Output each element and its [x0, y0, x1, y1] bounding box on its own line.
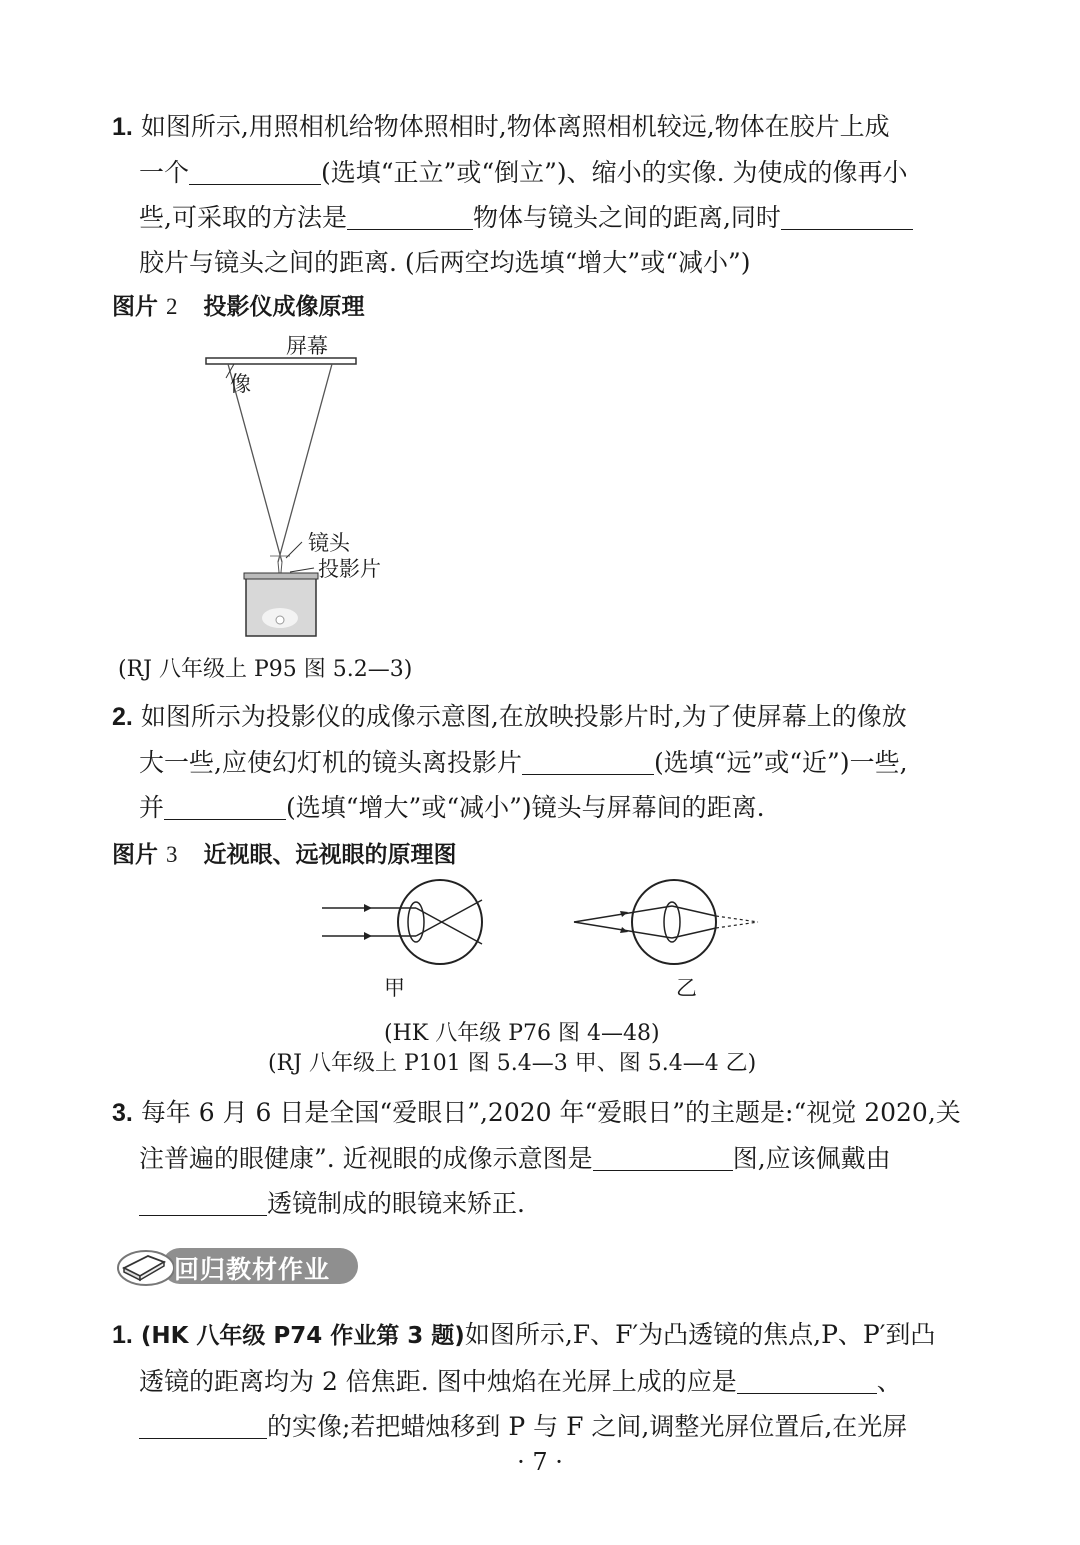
- book-icon: [112, 1244, 174, 1290]
- answer-blank[interactable]: [737, 1365, 877, 1394]
- q2-text: 如图所示为投影仪的成像示意图,在放映投影片时,为了使屏幕上的像放: [140, 702, 907, 731]
- picture-number: 2: [166, 294, 178, 319]
- question-number: 3.: [112, 1099, 133, 1127]
- picture-number: 3: [166, 842, 178, 867]
- picture-2-source: (RJ 八年级上 P95 图 5.2—3): [118, 657, 413, 682]
- picture-3-source-1: (HK 八年级 P76 图 4—48): [384, 1021, 660, 1046]
- q1-line-2: [112, 150, 972, 195]
- page-number: · 7 ·: [517, 1448, 563, 1476]
- question-3: [112, 1090, 972, 1226]
- screen-label: 屏幕: [286, 334, 328, 358]
- q1-text: 物体与镜头之间的距离,同时: [472, 203, 781, 232]
- section-banner: [112, 1244, 364, 1290]
- q2-line-2: [112, 740, 972, 785]
- lens-label: 镜头: [308, 531, 350, 555]
- q3-line-1: [112, 1090, 972, 1136]
- answer-blank[interactable]: [139, 1410, 267, 1439]
- q1-text: 胶片与镜头之间的距离. (后两空均选填“增大”或“减小”): [139, 248, 751, 277]
- question-number: 1.: [112, 113, 133, 141]
- answer-blank[interactable]: [522, 746, 654, 775]
- q1-text: 些,可采取的方法是: [139, 203, 347, 232]
- picture-3-heading: [112, 836, 457, 869]
- q1-text: 一个: [139, 158, 190, 187]
- slide-label: 投影片: [318, 557, 381, 581]
- section-title: 回归教材作业: [174, 1255, 331, 1284]
- answer-blank[interactable]: [593, 1142, 733, 1171]
- homework-reference: (HK 八年级 P74 作业第 3 题): [140, 1323, 465, 1349]
- right-eye-label: 乙: [676, 976, 697, 1000]
- picture-title: 投影仪成像原理: [203, 294, 365, 320]
- left-eye-label: 甲: [384, 976, 405, 1000]
- screen: [206, 358, 356, 364]
- eye-diagram-hyperopia: [568, 874, 768, 974]
- hw1-text: 透镜的距离均为 2 倍焦距. 图中烛焰在光屏上成的应是: [139, 1367, 737, 1396]
- question-1: [112, 104, 972, 285]
- hw1-text: 、: [876, 1367, 902, 1396]
- answer-blank[interactable]: [347, 201, 473, 230]
- q3-line-3: [112, 1181, 972, 1226]
- q3-text: 注普遍的眼健康”. 近视眼的成像示意图是: [139, 1144, 593, 1173]
- hw1-line-2: [112, 1359, 972, 1404]
- question-number: 2.: [112, 703, 133, 731]
- hw1-line-1: [112, 1312, 972, 1359]
- q3-text: 透镜制成的眼镜来矫正.: [267, 1189, 525, 1218]
- hw1-text: 如图所示,F、F′为凸透镜的焦点,P、P′到凸: [464, 1320, 936, 1349]
- q3-text: 图,应该佩戴由: [732, 1144, 891, 1173]
- question-number: 1.: [112, 1321, 133, 1349]
- answer-blank[interactable]: [781, 201, 913, 230]
- q2-text: (选填“增大”或“减小”)镜头与屏幕间的距离.: [286, 793, 765, 822]
- q2-line-1: [112, 694, 972, 740]
- q3-text: 每年 6 月 6 日是全国“爱眼日”,2020 年“爱眼日”的主题是:“视觉 2020,关: [140, 1098, 961, 1127]
- q2-line-3: [112, 785, 972, 830]
- q2-text: (选填“远”或“近”)一些,: [653, 748, 908, 777]
- q2-text: 大一些,应使幻灯机的镜头离投影片: [139, 748, 522, 777]
- answer-blank[interactable]: [139, 1187, 267, 1216]
- answer-blank[interactable]: [164, 791, 286, 820]
- q1-text: 如图所示,用照相机给物体照相时,物体离照相机较远,物体在胶片上成: [140, 112, 890, 141]
- q1-line-1: [112, 104, 972, 150]
- eye-diagram-myopia: [318, 874, 498, 974]
- answer-blank[interactable]: [189, 156, 321, 185]
- picture-label: 图片: [112, 294, 158, 320]
- q1-line-3: [112, 195, 972, 240]
- q2-text: 并: [139, 793, 165, 822]
- hw1-text: 的实像;若把蜡烛移到 P 与 F 之间,调整光屏位置后,在光屏: [267, 1412, 908, 1441]
- picture-label: 图片: [112, 842, 158, 868]
- homework-1: [112, 1312, 972, 1449]
- q3-line-2: [112, 1136, 972, 1181]
- picture-title: 近视眼、远视眼的原理图: [203, 842, 457, 868]
- q1-line-4: [112, 240, 972, 285]
- image-label: 像: [230, 372, 251, 396]
- picture-3-source-2: (RJ 八年级上 P101 图 5.4—3 甲、图 5.4—4 乙): [268, 1051, 757, 1076]
- picture-2-heading: [112, 288, 365, 321]
- question-2: [112, 694, 972, 830]
- q1-text: (选填“正立”或“倒立”)、缩小的实像. 为使成的像再小: [321, 158, 908, 187]
- hw1-line-3: [112, 1404, 972, 1449]
